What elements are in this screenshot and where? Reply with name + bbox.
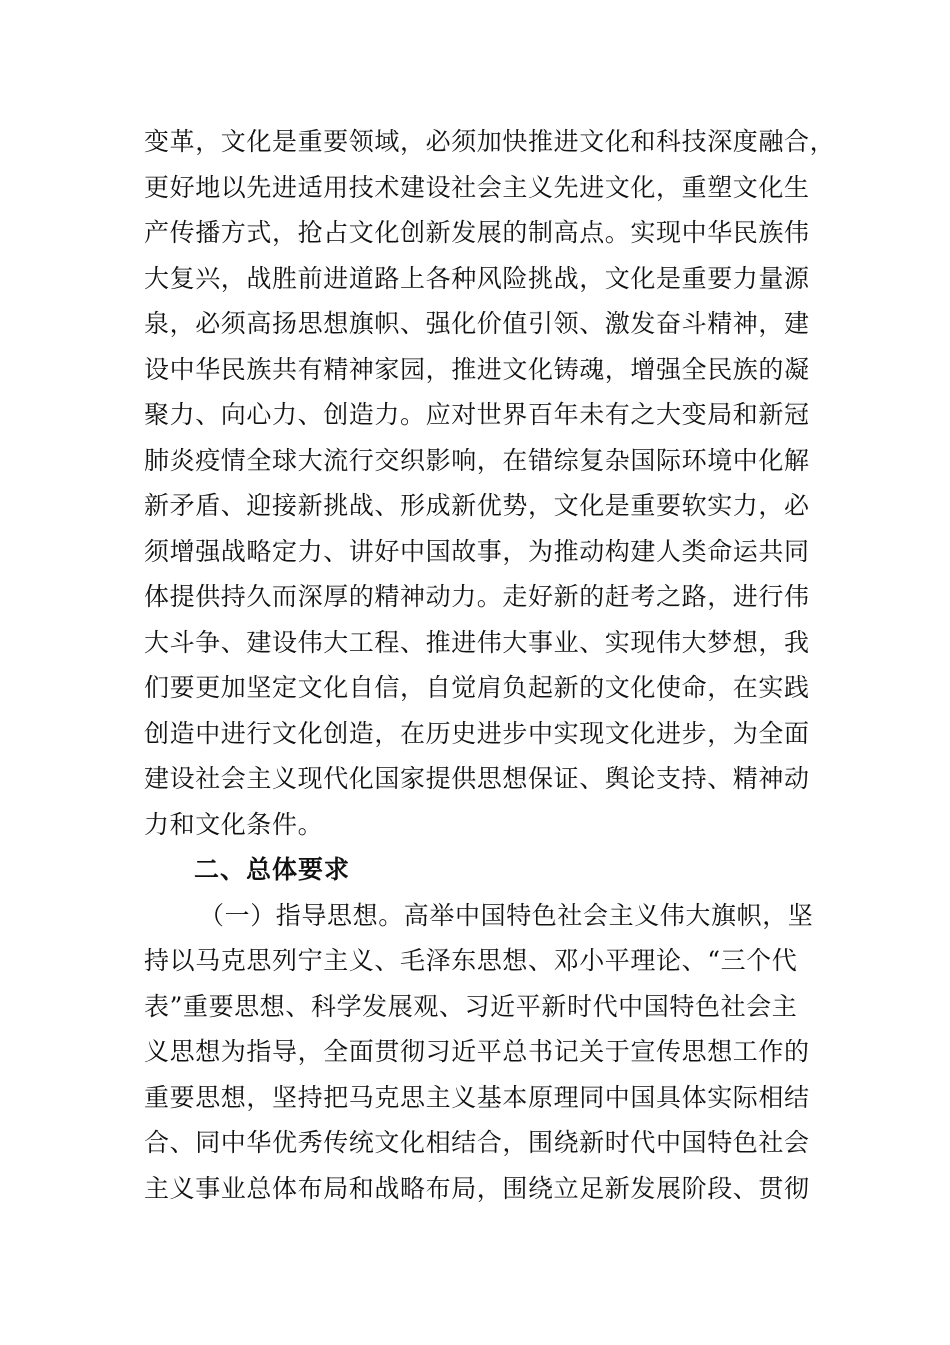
body-line: 新矛盾、迎接新挑战、形成新优势，文化是重要软实力，必 xyxy=(144,491,810,520)
body-line: 建设社会主义现代化国家提供思想保证、舆论支持、精神动 xyxy=(144,764,810,793)
body-line: 肺炎疫情全球大流行交织影响，在错综复杂国际环境中化解 xyxy=(144,445,810,475)
section-line: 重要思想，坚持把马克思主义基本原理同中国具体实际相结 xyxy=(144,1082,810,1112)
section-line: 合、同中华优秀传统文化相结合，围绕新时代中国特色社会 xyxy=(144,1128,810,1157)
body-line: 大斗争、建设伟大工程、推进伟大事业、实现伟大梦想，我 xyxy=(144,627,810,657)
body-line: 产传播方式，抢占文化创新发展的制高点。实现中华民族伟 xyxy=(144,218,810,247)
body-line: 变革，文化是重要领域，必须加快推进文化和科技深度融合， xyxy=(144,127,836,156)
body-line: 泉，必须高扬思想旗帜、强化价值引领、激发奋斗精神，建 xyxy=(144,309,810,338)
section-heading: 二、总体要求 xyxy=(194,855,351,884)
section-line: 主义事业总体布局和战略布局，围绕立足新发展阶段、贯彻 xyxy=(144,1173,810,1203)
section-line: 义思想为指导，全面贯彻习近平总书记关于宣传思想工作的 xyxy=(144,1037,810,1066)
body-line: 更好地以先进适用技术建设社会主义先进文化，重塑文化生 xyxy=(144,172,810,202)
document-body xyxy=(144,119,836,1211)
body-line: 须增强战略定力、讲好中国故事，为推动构建人类命运共同 xyxy=(144,536,810,566)
body-line: 设中华民族共有精神家园，推进文化铸魂，增强全民族的凝 xyxy=(144,354,810,384)
body-line: 创造中进行文化创造，在历史进步中实现文化进步，为全面 xyxy=(144,718,810,748)
body-line: 大复兴，战胜前进道路上各种风险挑战，文化是重要力量源 xyxy=(144,263,810,293)
body-line: 聚力、向心力、创造力。应对世界百年未有之大变局和新冠 xyxy=(144,400,810,429)
section-line: 持以马克思列宁主义、毛泽东思想、邓小平理论、“三个代 xyxy=(144,946,798,975)
section-line: （一）指导思想。高举中国特色社会主义伟大旗帜，坚 xyxy=(199,900,814,930)
body-line: 体提供持久而深厚的精神动力。走好新的赶考之路，进行伟 xyxy=(144,582,810,611)
body-line: 力和文化条件。 xyxy=(144,809,324,839)
body-line: 们要更加坚定文化自信，自觉肩负起新的文化使命，在实践 xyxy=(144,673,810,702)
section-line: 表”重要思想、科学发展观、习近平新时代中国特色社会主 xyxy=(144,991,798,1021)
